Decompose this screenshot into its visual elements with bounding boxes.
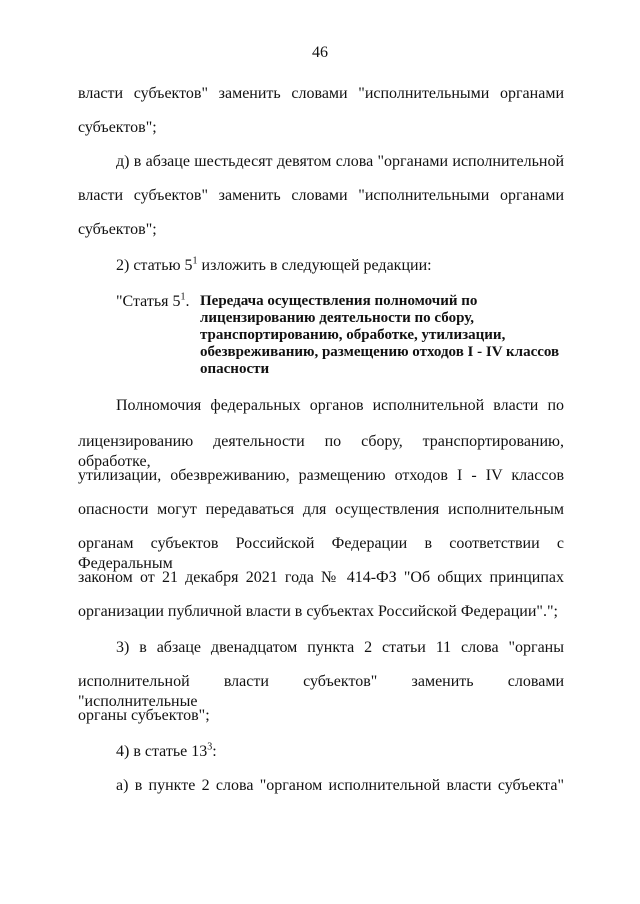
item-2-superscript: 1 [192, 255, 198, 267]
text-line: утилизации, обезвреживанию, размещению отходов I - IV классов [78, 467, 564, 484]
text-line: субъектов"; [78, 221, 157, 238]
article-heading-line: опасности [200, 361, 270, 377]
article-label-superscript: 1 [180, 291, 186, 303]
text-line: организации публичной власти в субъектах Российской Федерации"."; [78, 603, 558, 620]
article-label [116, 292, 190, 312]
text-line: власти субъектов" заменить словами "исполнительными органами [78, 85, 564, 102]
text-line: д) в абзаце шестьдесят девятом слова "органами исполнительной [116, 153, 564, 170]
text-line: исполнительной власти субъектов" заменить словами "исполнительные [78, 673, 564, 710]
text-line: Полномочия федеральных органов исполнительной власти по [116, 397, 564, 414]
article-label-suffix: . [185, 293, 190, 310]
article-heading-line: лицензированию деятельности по сбору, [200, 310, 474, 326]
item-2-prefix: 2) статью 5 [116, 257, 193, 274]
item-2-line [116, 256, 602, 276]
text-line: законом от 21 декабря 2021 года № 414-ФЗ "Об общих принципах [78, 569, 564, 586]
article-heading [200, 293, 570, 378]
article-label-prefix: "Статья 5 [116, 293, 181, 310]
text-line: опасности могут передаваться для осуществления исполнительным [78, 501, 564, 518]
article-heading-line: обезвреживанию, размещению отходов I - IV классов [200, 344, 560, 360]
text-line: органам субъектов Российской Федерации в соответствии с Федеральным [78, 535, 564, 572]
item-4-superscript: 3 [207, 741, 213, 753]
text-line: а) в пункте 2 слова "органом исполнительной власти субъекта" [116, 777, 564, 794]
text-line: органы субъектов"; [78, 707, 210, 724]
text-line: 3) в абзаце двенадцатом пункта 2 статьи 11 слова "органы [116, 639, 564, 656]
article-heading-line: транспортированию, обработке, утилизации, [200, 327, 506, 343]
text-line: власти субъектов" заменить словами "исполнительными органами [78, 187, 564, 204]
article-heading-line: Передача осуществления полномочий по [200, 293, 478, 309]
item-2-suffix: изложить в следующей редакции: [197, 257, 432, 274]
item-4-line [116, 742, 602, 762]
item-4-prefix: 4) в статье 13 [116, 743, 208, 760]
page-number: 46 [312, 44, 328, 61]
text-line: субъектов"; [78, 119, 157, 136]
text-line: лицензированию деятельности по сбору, транспортированию, обработке, [78, 433, 564, 470]
item-4-suffix: : [212, 743, 217, 760]
